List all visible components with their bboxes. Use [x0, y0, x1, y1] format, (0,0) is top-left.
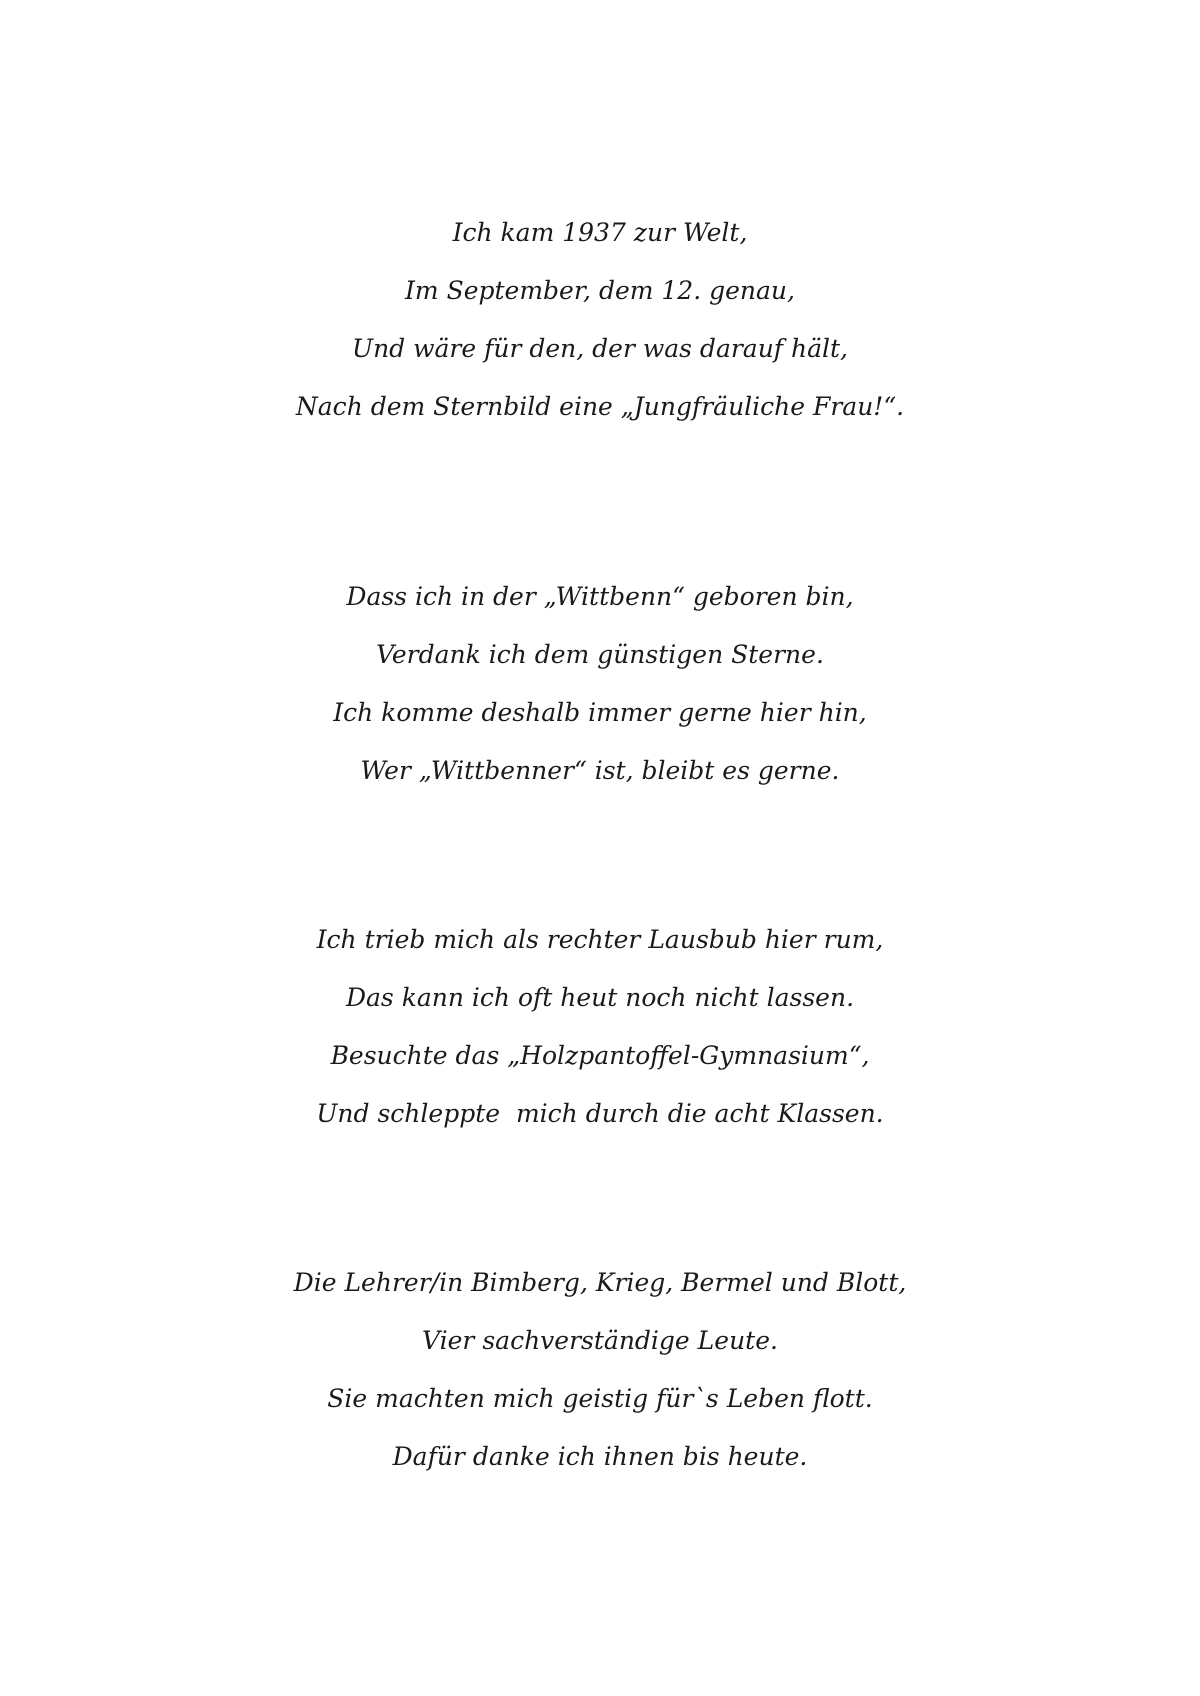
poem-line: Ich komme deshalb immer gerne hier hin, — [333, 698, 867, 727]
poem-line: Nach dem Sternbild eine „Jungfräuliche Frau!“. — [295, 392, 905, 421]
poem-line: Ich kam 1937 zur Welt, — [452, 218, 748, 247]
poem-stanza-1 — [0, 204, 1200, 436]
poem-stanza-4 — [0, 1254, 1200, 1486]
poem-line: Ich trieb mich als rechter Lausbub hier rum, — [316, 925, 884, 954]
poem-line: Sie machten mich geistig für`s Leben flott. — [327, 1384, 873, 1413]
poem-line: Dass ich in der „Wittbenn“ geboren bin, — [346, 582, 854, 611]
poem-stanza-2 — [0, 568, 1200, 800]
poem-stanza-3 — [0, 911, 1200, 1143]
poem-line: Und wäre für den, der was darauf hält, — [352, 334, 848, 363]
poem-line: Die Lehrer/in Bimberg, Krieg, Bermel und Blott, — [293, 1268, 907, 1297]
poem-line: Dafür danke ich ihnen bis heute. — [392, 1442, 808, 1471]
poem-line: Vier sachverständige Leute. — [422, 1326, 778, 1355]
poem-line: Besuchte das „Holzpantoffel-Gymnasium“, — [330, 1041, 870, 1070]
poem-line: Und schleppte mich durch die acht Klassen. — [316, 1099, 884, 1128]
poem-line: Im September, dem 12. genau, — [405, 276, 795, 305]
poem-line: Verdank ich dem günstigen Sterne. — [376, 640, 824, 669]
poem-line: Wer „Wittbenner“ ist, bleibt es gerne. — [360, 756, 840, 785]
poem-line: Das kann ich oft heut noch nicht lassen. — [345, 983, 855, 1012]
